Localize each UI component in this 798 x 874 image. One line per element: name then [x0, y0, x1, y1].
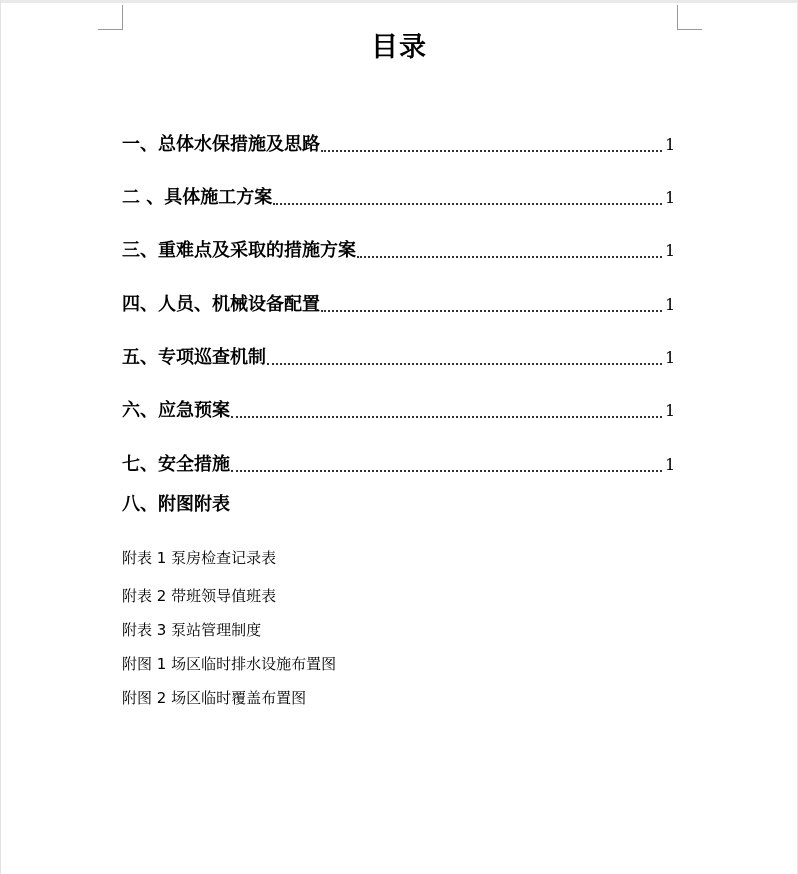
toc-entry-label: 一、总体水保措施及思路	[122, 134, 320, 155]
appendix-item: 附图 2 场区临时覆盖布置图	[122, 689, 307, 707]
appendix-item: 附表 2 带班领导值班表	[122, 587, 277, 605]
toc-page-number: 1	[665, 401, 676, 420]
toc-entry-label: 三、重难点及采取的措施方案	[122, 240, 356, 261]
toc-page-number: 1	[665, 455, 676, 474]
toc-dot-leader	[321, 310, 662, 312]
page-left-edge	[0, 0, 1, 874]
toc-entry-label: 六、应急预案	[122, 400, 230, 421]
page-top-edge	[0, 0, 798, 3]
toc-entry[interactable]	[122, 345, 675, 371]
toc-entry-label: 七、安全措施	[122, 454, 230, 475]
toc-entry-label: 四、人员、机械设备配置	[122, 294, 320, 315]
toc-dot-leader	[231, 470, 662, 472]
toc-page-number: 1	[665, 135, 676, 154]
crop-mark-top-right	[677, 5, 702, 30]
toc-entry[interactable]	[122, 292, 675, 318]
toc-entry[interactable]	[122, 132, 675, 158]
appendix-heading: 八、附图附表	[122, 494, 230, 515]
toc-entry[interactable]	[122, 238, 675, 264]
appendix-item: 附表 3 泵站管理制度	[122, 621, 262, 639]
toc-page-number: 1	[665, 295, 676, 314]
toc-dot-leader	[231, 416, 662, 418]
toc-dot-leader	[273, 203, 662, 205]
toc-page-number: 1	[665, 188, 676, 207]
document-title: 目录	[371, 32, 427, 63]
appendix-item: 附表 1 泵房检查记录表	[122, 549, 277, 567]
toc-dot-leader	[267, 363, 662, 365]
crop-mark-top-left	[98, 5, 123, 30]
toc-entry[interactable]	[122, 398, 675, 424]
toc-entry[interactable]	[122, 452, 675, 478]
toc-page-number: 1	[665, 241, 676, 260]
toc-dot-leader	[321, 150, 662, 152]
toc-entry[interactable]	[122, 185, 675, 211]
toc-entry-label: 二 、具体施工方案	[122, 187, 273, 208]
appendix-item: 附图 1 场区临时排水设施布置图	[122, 655, 337, 673]
toc-dot-leader	[357, 256, 662, 258]
toc-entry-label: 五、专项巡查机制	[122, 347, 266, 368]
toc-page-number: 1	[665, 348, 676, 367]
